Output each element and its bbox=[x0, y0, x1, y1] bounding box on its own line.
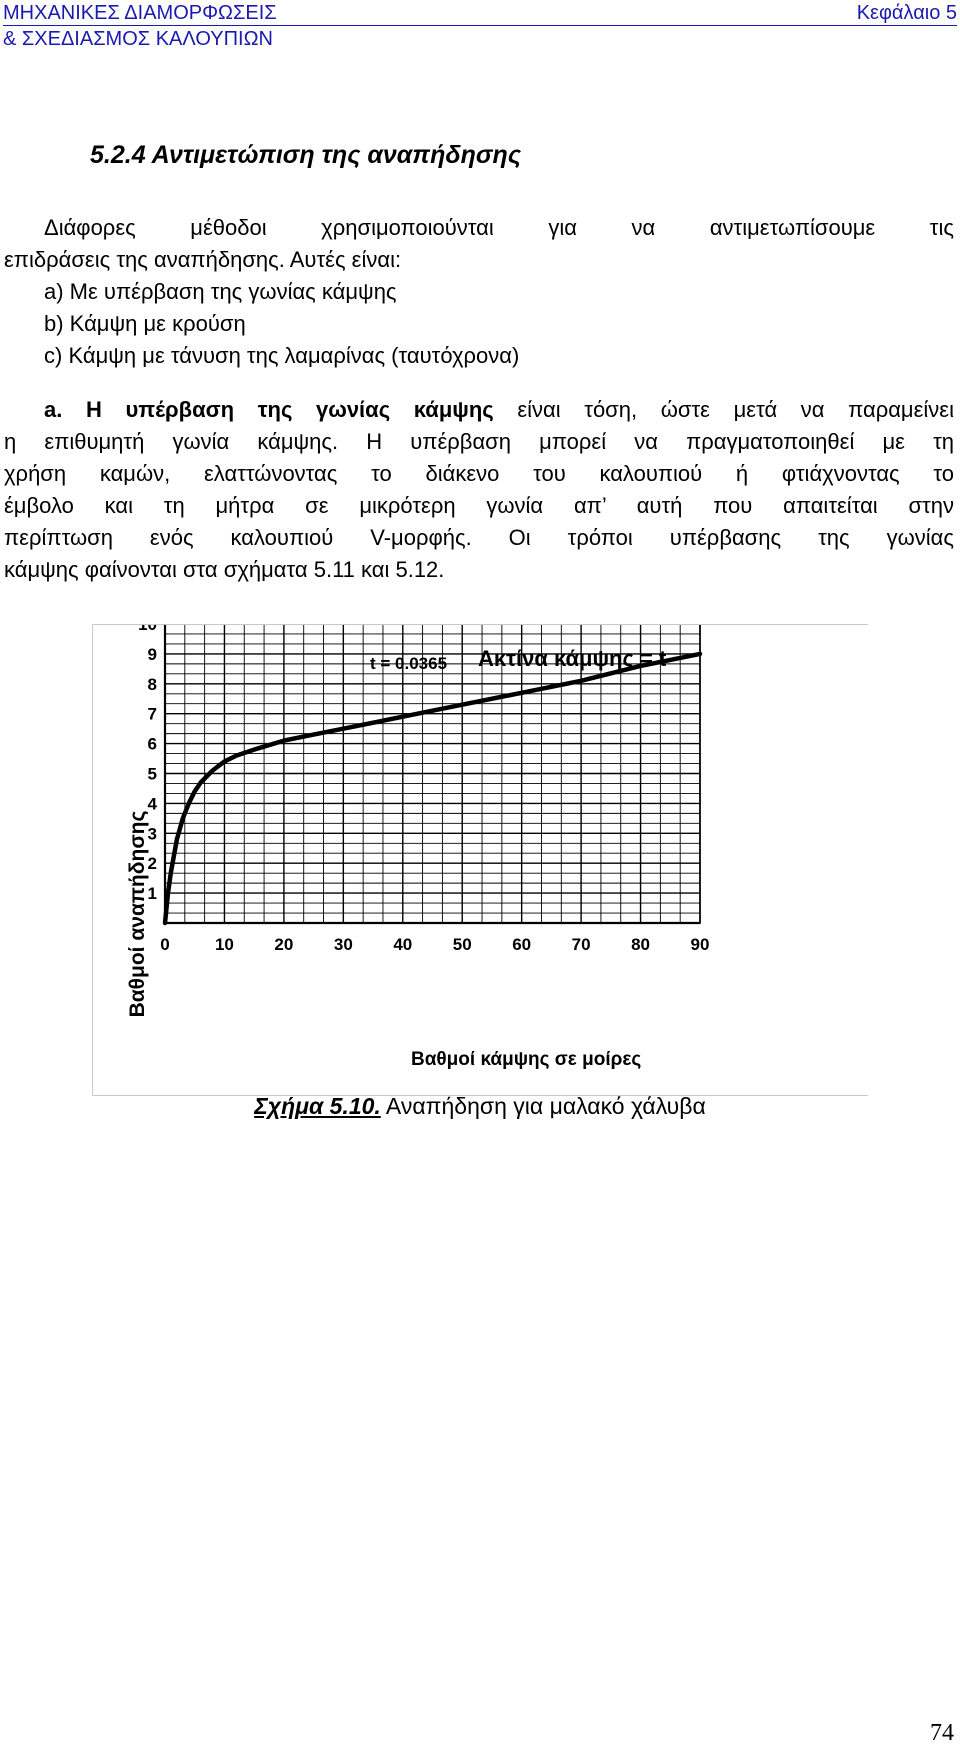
x-tick-label: 30 bbox=[333, 935, 353, 954]
paragraph-a bbox=[4, 394, 954, 586]
chart-title: Ακτίνα κάμψης = t bbox=[478, 646, 667, 671]
springback-chart bbox=[92, 624, 868, 1096]
y-tick-label: 3 bbox=[147, 824, 157, 844]
intro-line-1: Διάφορες μέθοδοι χρησιμοποιούνται για να αντιμετωπίσουμε τις bbox=[44, 215, 954, 240]
x-tick-label: 0 bbox=[160, 935, 170, 954]
para-a-line-1 bbox=[4, 394, 954, 426]
y-tick-label: 5 bbox=[147, 764, 157, 784]
x-tick-label: 90 bbox=[690, 935, 710, 954]
y-tick-label: 2 bbox=[147, 854, 157, 874]
header-chapter: Κεφάλαιο 5 bbox=[856, 2, 957, 24]
caption-label: Σχήμα 5.10. bbox=[254, 1093, 381, 1119]
y-tick-label: 6 bbox=[147, 734, 157, 754]
para-a-line-5: περίπτωση ενός καλουπιού V-μορφής. Οι τρόποι υπέρβασης της γωνίας bbox=[4, 525, 954, 550]
figure-caption bbox=[0, 1093, 960, 1120]
list-item-c: c) Κάμψη με τάνυση της λαμαρίνας (ταυτόχρονα) bbox=[44, 343, 520, 368]
intro-paragraph bbox=[4, 212, 954, 372]
x-tick-label: 60 bbox=[512, 935, 532, 954]
para-a-line-6: κάμψης φαίνονται στα σχήματα 5.11 και 5.12. bbox=[4, 557, 445, 582]
header-title-line2: & ΣΧΕΔΙΑΣΜΟΣ ΚΑΛΟΥΠΙΩΝ bbox=[3, 28, 273, 50]
x-tick-labels bbox=[160, 935, 709, 954]
para-a-line-4: έμβολο και τη μήτρα σε μικρότερη γωνία απ’ αυτή που απαιτείται στην bbox=[4, 493, 954, 518]
y-tick-label: 4 bbox=[147, 794, 157, 814]
intro-line-2: επιδράσεις της αναπήδησης. Αυτές είναι: bbox=[4, 247, 402, 272]
x-tick-label: 70 bbox=[571, 935, 591, 954]
springback-curve bbox=[165, 654, 700, 923]
para-a-bold-lead: a. Η υπέρβαση της γωνίας κάμψης bbox=[44, 397, 494, 422]
figure-springback-chart bbox=[92, 624, 868, 1096]
para-a-line-3: χρήση καμών, ελαττώνοντας το διάκενο του καλουπιού ή φτιάχνοντας το bbox=[4, 461, 954, 486]
list-item-a: a) Με υπέρβαση της γωνίας κάμψης bbox=[44, 279, 397, 304]
x-tick-label: 20 bbox=[274, 935, 294, 954]
y-tick-label: 10 bbox=[138, 624, 157, 634]
y-tick-label: 9 bbox=[147, 644, 157, 664]
y-tick-label: 7 bbox=[147, 704, 157, 724]
x-tick-label: 40 bbox=[393, 935, 413, 954]
x-tick-label: 80 bbox=[631, 935, 651, 954]
y-tick-label: 1 bbox=[147, 884, 157, 904]
x-axis-label: Βαθμοί κάμψης σε μοίρες bbox=[411, 1049, 642, 1070]
x-tick-label: 50 bbox=[452, 935, 472, 954]
y-axis-label: Βαθμοί αναπήδησης bbox=[126, 810, 149, 1018]
page-number: 74 bbox=[930, 1720, 954, 1746]
section-title: 5.2.4 Αντιμετώπιση της αναπήδησης bbox=[90, 141, 522, 169]
chart-annotation: t = 0.0365 bbox=[370, 654, 448, 673]
header-left bbox=[3, 0, 277, 52]
x-tick-label: 10 bbox=[214, 935, 234, 954]
caption-text: Αναπήδηση για μαλακό χάλυβα bbox=[380, 1093, 706, 1119]
header-title-line1: ΜΗΧΑΝΙΚΕΣ ΔΙΑΜΟΡΦΩΣΕΙΣ bbox=[3, 2, 277, 24]
y-tick-label: 8 bbox=[147, 674, 157, 694]
list-item-b: b) Κάμψη με κρούση bbox=[44, 311, 246, 336]
header-divider bbox=[3, 25, 957, 26]
para-a-line-2: η επιθυμητή γωνία κάμψης. Η υπέρβαση μπορεί να πραγματοποιηθεί με τη bbox=[4, 429, 954, 454]
para-a-line-1-rest: είναι τόση, ώστε μετά να παραμείνει bbox=[493, 397, 954, 422]
